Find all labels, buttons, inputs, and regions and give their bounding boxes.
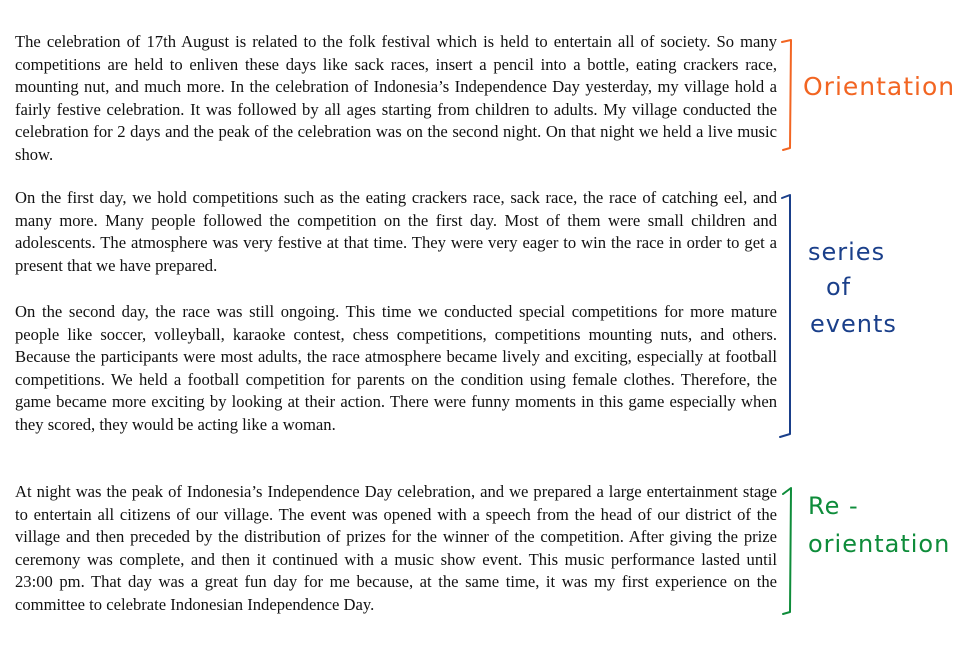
events-annotation-line3: events (810, 310, 897, 338)
orientation-annotation: Orientation (803, 72, 956, 101)
events-annotation-line1: series (808, 238, 886, 266)
paragraph-reorientation: At night was the peak of Indonesia’s Independence Day celebration, and we prepared a large entertainment stage to entertain all citizens of our village. The event was opened with a speech from the head of our district of the village and then preceded by the distribution of prizes for the winner of the competition. After giving the prize ceremony was complete, and then it continued with a music show event. This music performance lasted until 23:00 pm. That day was a great fun day for me because, at the same time, it was my first experience on the committee to celebrate Indonesian Independence Day. (15, 482, 777, 614)
reorientation-annotation-line2: orientation (808, 530, 951, 558)
events-annotation-line2: of (826, 273, 852, 301)
paragraph-orientation: The celebration of 17th August is related to the folk festival which is held to entertain all of society. So many competitions are held to enliven these days like sack races, insert a pencil into a bottle, eating crackers race, mounting nut, and much more. In the celebration of Indonesia’s Independence Day yesterday, my village hold a fairly festive celebration. It was followed by all ages starting from children to adults. My village conducted the celebration for 2 days and the peak of the celebration was on the second night. On that night we held a live music show. (15, 32, 777, 164)
events-bracket (776, 192, 798, 442)
orientation-bracket (778, 38, 798, 153)
reorientation-annotation-line1: Re - (808, 492, 859, 520)
paragraph-second-day: On the second day, the race was still ongoing. This time we conducted special competitions for more mature people like soccer, volleyball, karaoke contest, chess competitions, competitions mounting nuts, and others. Because the participants were most adults, the race atmosphere became lively and exciting, especially at football competitions. We held a football competition for parents on the condition using female clothes. Therefore, the game became more exciting by looking at their action. There were funny moments in this game especially when they scored, they would be acting like a woman. (15, 302, 777, 434)
reorientation-bracket (780, 484, 800, 618)
paragraph-first-day: On the first day, we hold competitions such as the eating crackers race, sack race, the race of catching eel, and many more. Many people followed the competition on the first day. Most of them were small children and adolescents. The atmosphere was very festive at that time. They were very eager to win the race in order to get a present that we have prepared. (15, 188, 777, 275)
